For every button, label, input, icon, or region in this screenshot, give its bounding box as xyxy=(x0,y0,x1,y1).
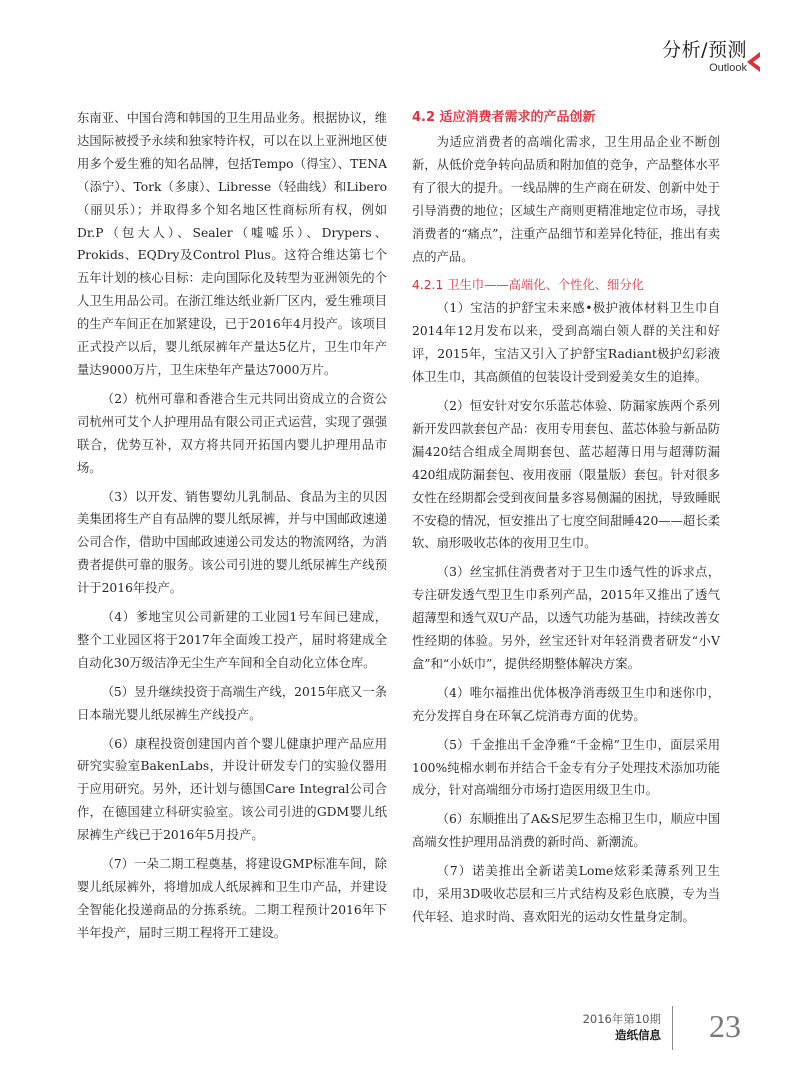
paragraph: （4）爹地宝贝公司新建的工业园1号车间已建成，整个工业园区将于2017年全面竣工投产，届时将建成全自动化30万级洁净无尘生产车间和全自动化立体仓库。 xyxy=(77,610,387,670)
paragraph: （5）千金推出千金净雅“千金棉”卫生巾，面层采用100%纯棉水刺布并结合千金专有分子处理技术添加功能成分，针对高端细分市场打造医用级卫生巾。 xyxy=(412,737,720,798)
paragraph: （2）恒安针对安尔乐蓝芯体验、防漏家族两个系列新开发四款套包产品：夜用专用套包、蓝芯体验与新品防漏420结合组成全周期套包、蓝芯超薄日用与超薄防漏420组成防漏套包、夜用夜丽（限量版）套包。针对很多女性在经期都会受到夜间量多容易侧漏的困扰，导致睡眠不安稳的情况，恒安推出了七度空间甜睡420——超长柔软、扇形吸收芯体的夜用卫生巾。 xyxy=(412,398,720,551)
section-subtitle: Outlook xyxy=(709,62,747,74)
paragraph: （7）一朵二期工程奠基，将建设GMP标准车间，除婴儿纸尿裤外，将增加成人纸尿裤和卫生巾产品，并建设全智能化投递商品的分拣系统。二期工程预计2016年下半年投产，届时三期工程将开工建设。 xyxy=(77,857,387,940)
paragraph: 东南亚、中国台湾和韩国的卫生用品业务。根据协议，维达国际被授予永续和独家特许权，可以在以上亚洲地区使用多个爱生雅的知名品牌，包括Tempo（得宝）、TENA（添宁）、Tork（多康）、Libresse（轻曲线）和Libero（丽贝乐）；并取得多个知名地区性商标所有权，例如Dr.P（包大人）、Sealer（嘘嘘乐）、Drypers、Prokids、EQDry及Control Plus。这符合维达第七个五年计划的核心目标：走向国际化及转型为亚洲领先的个人卫生用品公司。在浙江维达纸业新厂区内，爱生雅项目的生产车间正在加紧建设，已于2016年4月投产。该项目正式投产以后，婴儿纸尿裤年产量达5亿片，卫生巾年产量达9000万片，卫生床垫年产量达7000万片。 xyxy=(77,111,387,377)
section-heading: 4.2 适应消费者需求的产品创新 xyxy=(412,110,596,125)
page-number: 23 xyxy=(709,1008,741,1044)
paragraph: （3）以开发、销售婴幼儿乳制品、食品为主的贝因美集团将生产自有品牌的婴儿纸尿裤，并与中国邮政速递公司合作，借助中国邮政速递公司发达的物流网络，为消费者提供可靠的服务。该公司引进的婴儿纸尿裤生产线预计于2016年投产。 xyxy=(77,489,387,596)
right-column xyxy=(412,107,720,935)
paragraph: （6）东顺推出了A&S尼罗生态棉卫生巾，顺应中国高端女性护理用品消费的新时尚、新潮流。 xyxy=(412,812,720,850)
paragraph: （2）杭州可靠和香港合生元共同出资成立的合资公司杭州可艾个人护理用品有限公司正式运营，实现了强强联合，优势互补，双方将共同开拓国内婴儿护理用品市场。 xyxy=(77,391,387,475)
paragraph: （3）丝宝抓住消费者对于卫生巾透气性的诉求点，专注研发透气型卫生巾系列产品，2015年又推出了透气超薄型和透气双U产品，以透气功能为基础，持续改善女性经期的体验。另外，丝宝还针对年轻消费者研发“小V盒”和“小妖巾”，提供经期整体解决方案。 xyxy=(412,565,720,671)
paragraph: （4）唯尔福推出优体极净消毒级卫生巾和迷你巾，充分发挥自身在环氧乙烷消毒方面的优势。 xyxy=(412,685,720,723)
section-title: 分析/预测 xyxy=(662,39,747,61)
issue-label: 2016年第10期 xyxy=(582,1012,661,1026)
header-block xyxy=(662,38,747,74)
paragraph: （1）宝洁的护舒宝未来感•极护液体材料卫生巾自2014年12月发布以来，受到高端白领人群的关注和好评，2015年，宝洁又引入了护舒宝Radiant极护幻彩液体卫生巾，其高颜值的包装设计受到爱美女生的追捧。 xyxy=(412,301,720,385)
left-column xyxy=(77,107,387,951)
footer-divider xyxy=(672,1006,673,1050)
paragraph: （6）康程投资创建国内首个婴儿健康护理产品应用研究实验室BakenLabs，并设计研发专门的实验仪器用于应用研究。另外，还计划与德国Care Integral公司合作，在德国建立科研实验室。该公司引进的GDM婴儿纸尿裤生产线已于2016年5月投产。 xyxy=(77,736,387,843)
intro-paragraph: 为适应消费者的高端化需求，卫生用品企业不断创新，从低价竞争转向品质和附加值的竞争，产品整体水平有了很大的提升。一线品牌的生产商在研发、创新中处于引导消费的地位；区域生产商则更精准地定位市场，寻找消费者的“痛点”，注重产品细节和差异化特征，推出有卖点的产品。 xyxy=(412,135,720,264)
magazine-name: 造纸信息 xyxy=(615,1028,661,1042)
subsection-heading: 4.2.1 卫生巾——高端化、个性化、细分化 xyxy=(412,278,644,293)
paragraph: （7）诺美推出全新诺美Lome炫彩柔薄系列卫生巾，采用3D吸收芯层和三片式结构及彩色底膜，专为当代年轻、追求时尚、喜欢阳光的运动女性量身定制。 xyxy=(412,864,720,924)
paragraph: （5）昱升继续投资于高端生产线，2015年底又一条日本瑞光婴儿纸尿裤生产线投产。 xyxy=(77,684,387,722)
chevron-left-icon xyxy=(747,52,761,72)
footer-text xyxy=(583,1012,661,1043)
